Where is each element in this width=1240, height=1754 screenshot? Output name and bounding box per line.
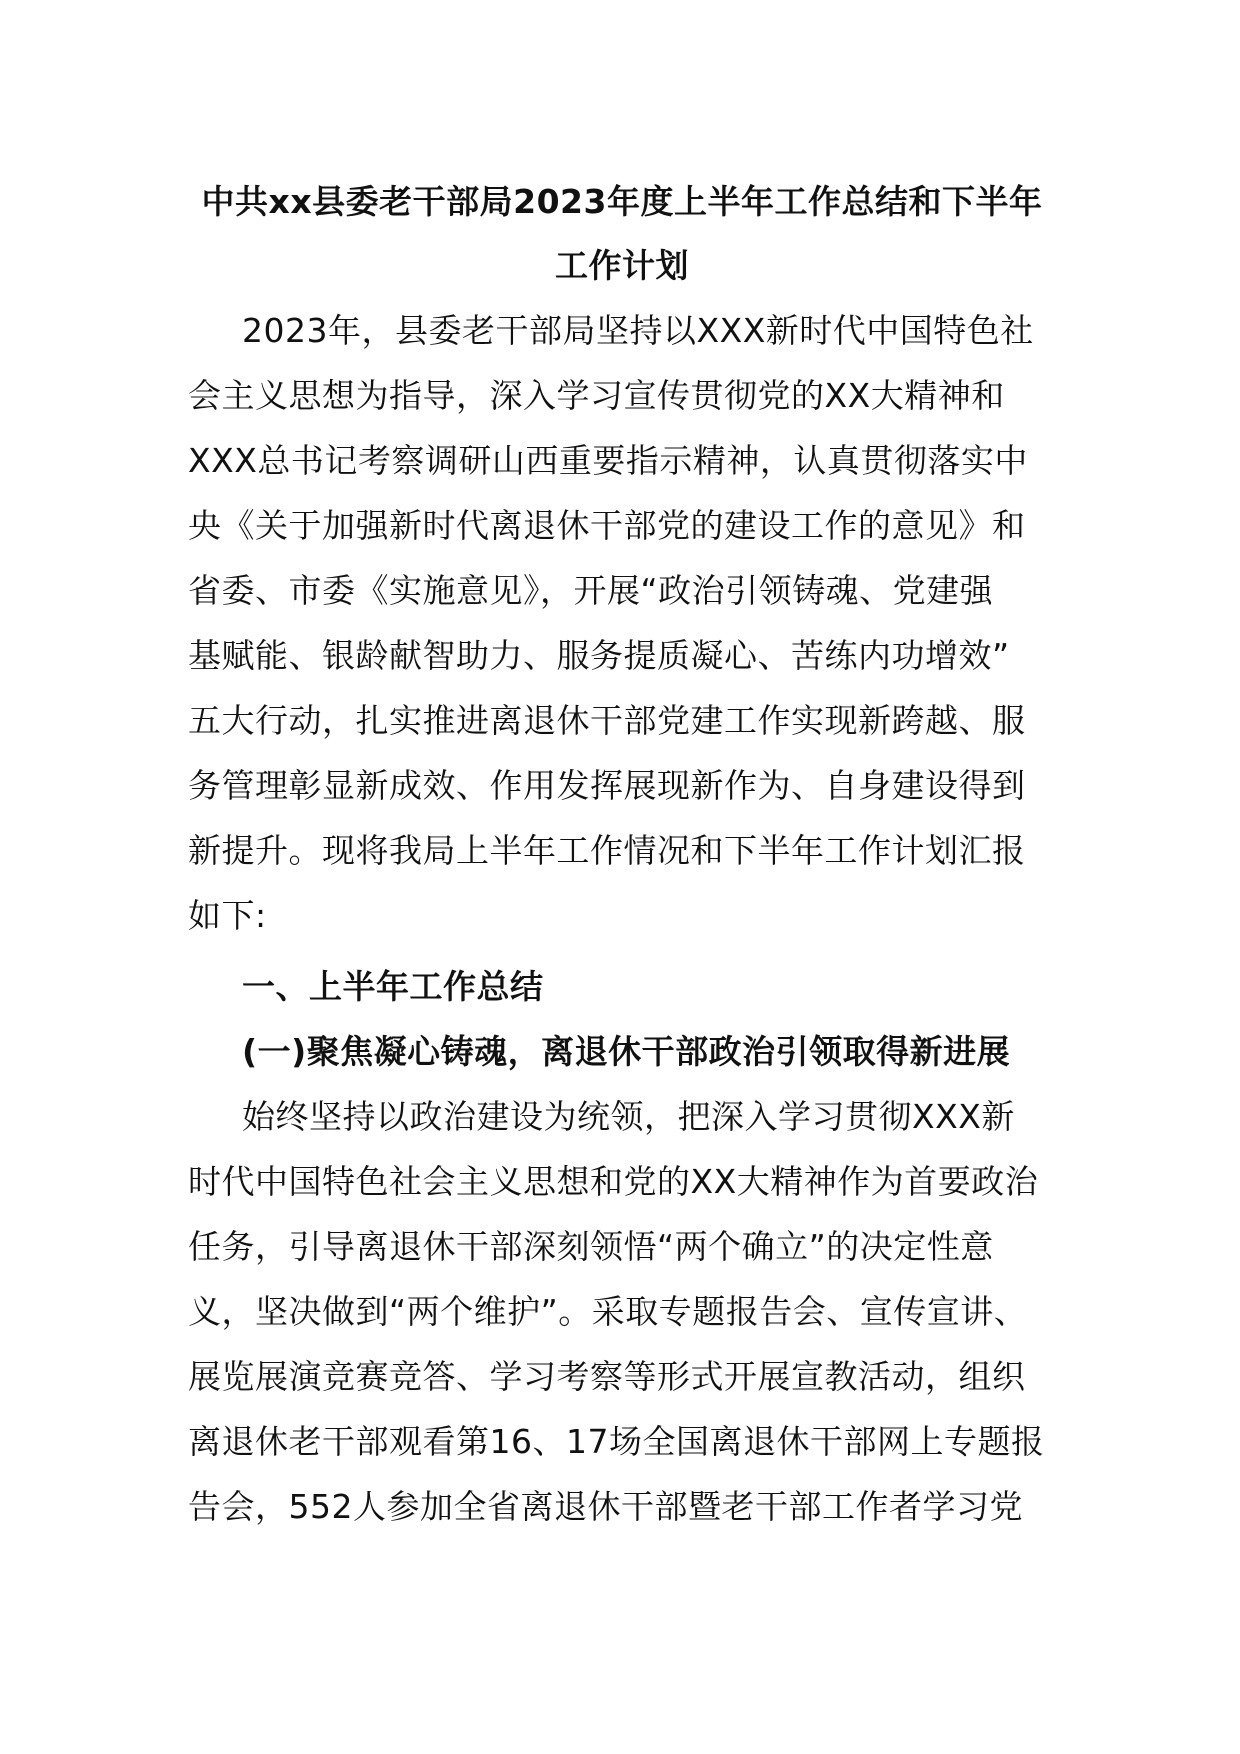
- paragraph-line: XXX总书记考察调研山西重要指示精神，认真贯彻落实中: [188, 441, 1028, 480]
- paragraph-line: 离退休老干部观看第16、17场全国离退休干部网上专题报: [188, 1422, 1045, 1461]
- section-1: [188, 948, 1056, 1539]
- paragraph-line: 新提升。现将我局上半年工作情况和下半年工作计划汇报: [188, 831, 1026, 870]
- paragraph-line: 省委、市委《实施意见》，开展“政治引领铸魂、党建强: [188, 571, 994, 610]
- document-title: [188, 170, 1056, 298]
- title-line-1: 中共xx县委老干部局2023年度上半年工作总结和下半年: [201, 182, 1043, 221]
- document-content: [188, 170, 1056, 1539]
- paragraph-line: 五大行动，扎实推进离退休干部党建工作实现新跨越、服: [188, 701, 1026, 740]
- subsection-heading: (一)聚焦凝心铸魂，离退休干部政治引领取得新进展: [242, 1032, 1011, 1071]
- paragraph-line: 时代中国特色社会主义思想和党的XX大精神作为首要政治: [188, 1162, 1039, 1201]
- paragraph-line: 始终坚持以政治建设为统领，把深入学习贯彻XXX新: [242, 1097, 1015, 1136]
- title-line-2: 工作计划: [555, 246, 689, 285]
- paragraph-line: 务管理彰显新成效、作用发挥展现新作为、自身建设得到: [188, 766, 1026, 805]
- paragraph-line: 任务，引导离退休干部深刻领悟“两个确立”的决定性意: [188, 1227, 994, 1266]
- paragraph-line: 告会，552人参加全省离退休干部暨老干部工作者学习党: [188, 1487, 1023, 1526]
- paragraph-line: 央《关于加强新时代离退休干部党的建设工作的意见》和: [188, 506, 1026, 545]
- paragraph-line: 2023年，县委老干部局坚持以XXX新时代中国特色社: [242, 311, 1034, 350]
- section-heading: 一、上半年工作总结: [242, 967, 544, 1006]
- paragraph-line: 基赋能、银龄献智助力、服务提质凝心、苦练内功增效”: [188, 636, 1010, 675]
- paragraph-line: 义，坚决做到“两个维护”。采取专题报告会、宣传宣讲、: [188, 1292, 1028, 1331]
- paragraph-line: 如下:: [188, 896, 267, 935]
- subsection-paragraph: [188, 1084, 1056, 1539]
- paragraph-line: 展览展演竞赛竞答、学习考察等形式开展宣教活动，组织: [188, 1357, 1026, 1396]
- paragraph-line: 会主义思想为指导，深入学习宣传贯彻党的XX大精神和: [188, 376, 1005, 415]
- intro-paragraph: [188, 298, 1056, 948]
